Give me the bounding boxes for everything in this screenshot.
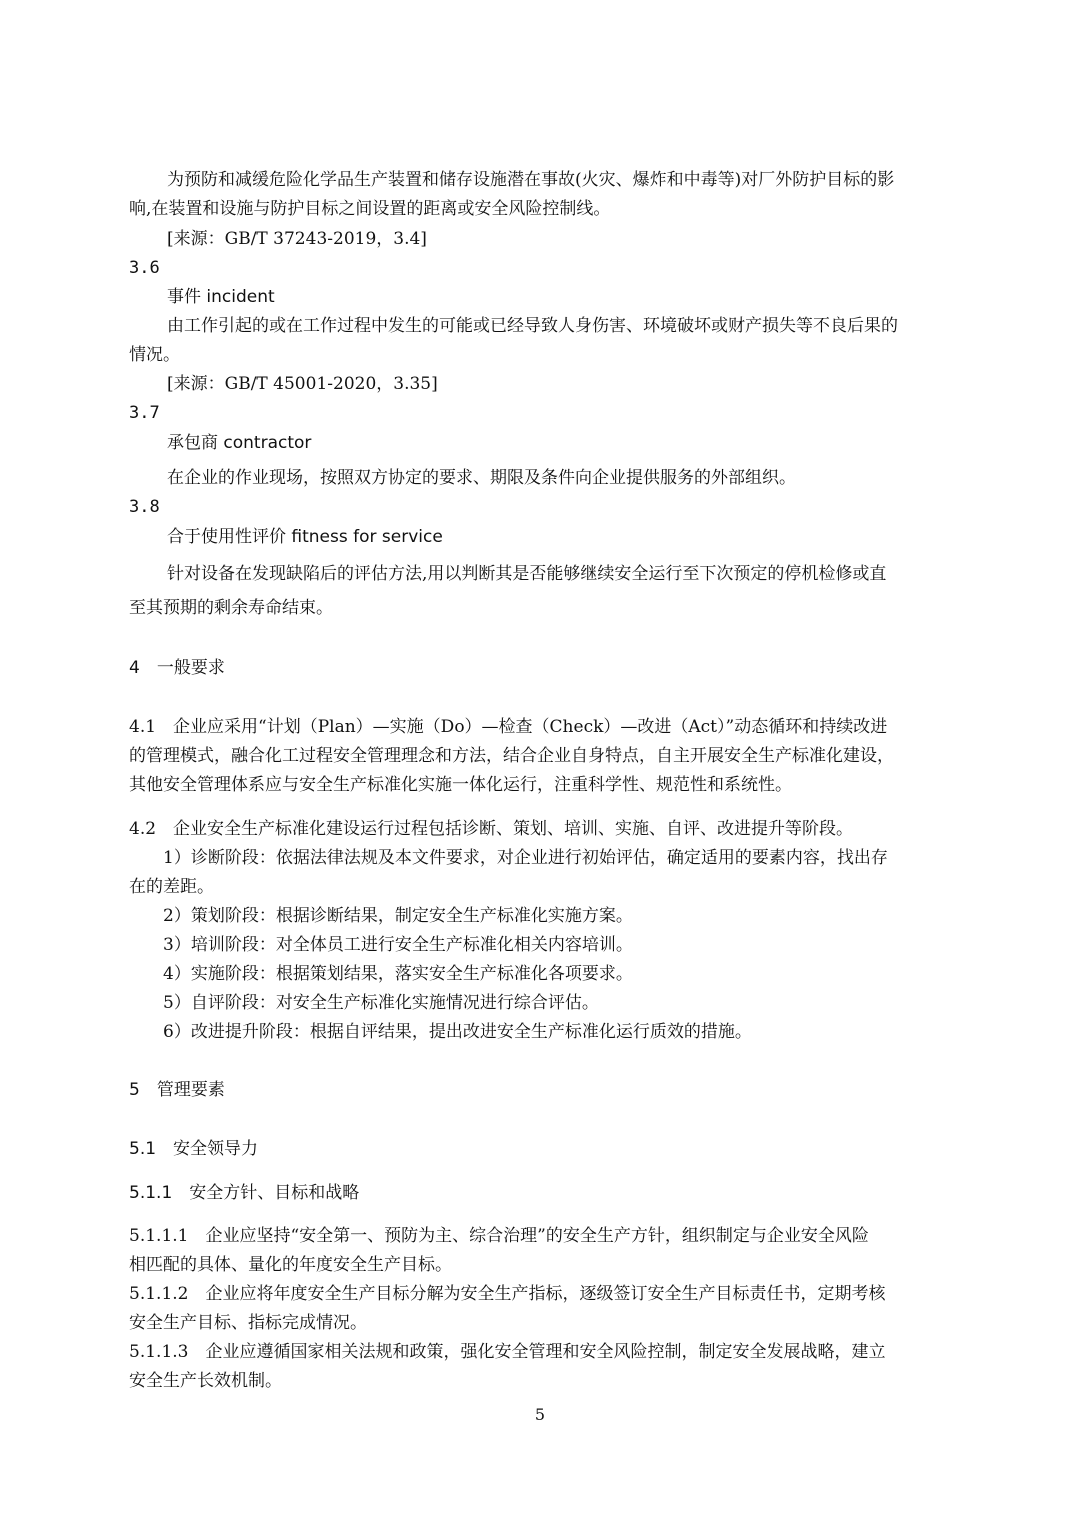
term-number-3-7: 3.7 [129,403,160,423]
section-4-heading: 4 一般要求 [129,658,225,678]
def-3-6-line-1: 由工作引起的或在工作过程中发生的可能或已经导致人身伤害、环境破坏或财产损失等不良后果的 [167,316,898,336]
def-3-6-source: [来源：GB/T 45001-2020，3.35] [167,374,438,394]
stage-4: 4）实施阶段：根据策划结果，落实安全生产标准化各项要求。 [163,964,633,984]
section-5-1-heading: 5.1 安全领导力 [129,1139,259,1159]
def-3-5-line-2: 响,在装置和设施与防护目标之间设置的距离或安全风险控制线。 [129,199,611,219]
stage-2: 2）策划阶段：根据诊断结果，制定安全生产标准化实施方案。 [163,906,633,926]
page-number: 5 [534,1405,546,1424]
def-3-8-line-1: 针对设备在发现缺陷后的评估方法,用以判断其是否能够继续安全运行至下次预定的停机检修或直 [167,564,887,584]
clause-5-1-1-3-line-2: 安全生产长效机制。 [129,1371,282,1391]
section-5-1-1-heading: 5.1.1 安全方针、目标和战略 [129,1183,360,1203]
term-number-3-6: 3.6 [129,258,160,278]
clause-5-1-1-1-line-1: 5.1.1.1 企业应坚持“安全第一、预防为主、综合治理”的安全生产方针，组织制定与企业安全风险 [129,1226,869,1246]
clause-4-1-line-2: 的管理模式，融合化工过程安全管理理念和方法，结合企业自身特点，自主开展安全生产标准化建设， [129,746,894,766]
clause-4-1-line-1: 4.1 企业应采用“计划（Plan）—实施（Do）—检查（Check）—改进（Act）”动态循环和持续改进 [129,717,888,737]
stage-3: 3）培训阶段：对全体员工进行安全生产标准化相关内容培训。 [163,935,633,955]
stage-1-line-2: 在的差距。 [129,877,214,897]
clause-5-1-1-2-line-1: 5.1.1.2 企业应将年度安全生产目标分解为安全生产指标，逐级签订安全生产目标责任书，定期考核 [129,1284,886,1304]
def-3-6-line-2: 情况。 [129,345,180,365]
def-3-5-source: [来源：GB/T 37243-2019，3.4] [167,229,427,249]
stage-1-line-1: 1）诊断阶段：依据法律法规及本文件要求，对企业进行初始评估，确定适用的要素内容，找出存 [163,848,888,868]
clause-5-1-1-1-line-2: 相匹配的具体、量化的年度安全生产目标。 [129,1255,452,1275]
def-3-5-line-1: 为预防和减缓危险化学品生产装置和储存设施潜在事故(火灾、爆炸和中毒等)对厂外防护目标的影 [167,170,895,190]
def-3-7: 在企业的作业现场，按照双方协定的要求、期限及条件向企业提供服务的外部组织。 [167,468,796,488]
term-3-8: 合于使用性评价 fitness for service [167,527,443,547]
term-3-6: 事件 incident [167,287,275,307]
clause-5-1-1-2-line-2: 安全生产目标、指标完成情况。 [129,1313,367,1333]
term-3-7: 承包商 contractor [167,433,312,453]
clause-4-1-line-3: 其他安全管理体系应与安全生产标准化实施一体化运行，注重科学性、规范性和系统性。 [129,775,792,795]
clause-4-2: 4.2 企业安全生产标准化建设运行过程包括诊断、策划、培训、实施、自评、改进提升等阶段。 [129,819,854,839]
clause-5-1-1-3-line-1: 5.1.1.3 企业应遵循国家相关法规和政策，强化安全管理和安全风险控制，制定安全发展战略，建立 [129,1342,886,1362]
stage-6: 6）改进提升阶段：根据自评结果，提出改进安全生产标准化运行质效的措施。 [163,1022,752,1042]
stage-5: 5）自评阶段：对安全生产标准化实施情况进行综合评估。 [163,993,599,1013]
section-5-heading: 5 管理要素 [129,1080,225,1100]
def-3-8-line-2: 至其预期的剩余寿命结束。 [129,598,333,618]
term-number-3-8: 3.8 [129,497,160,517]
